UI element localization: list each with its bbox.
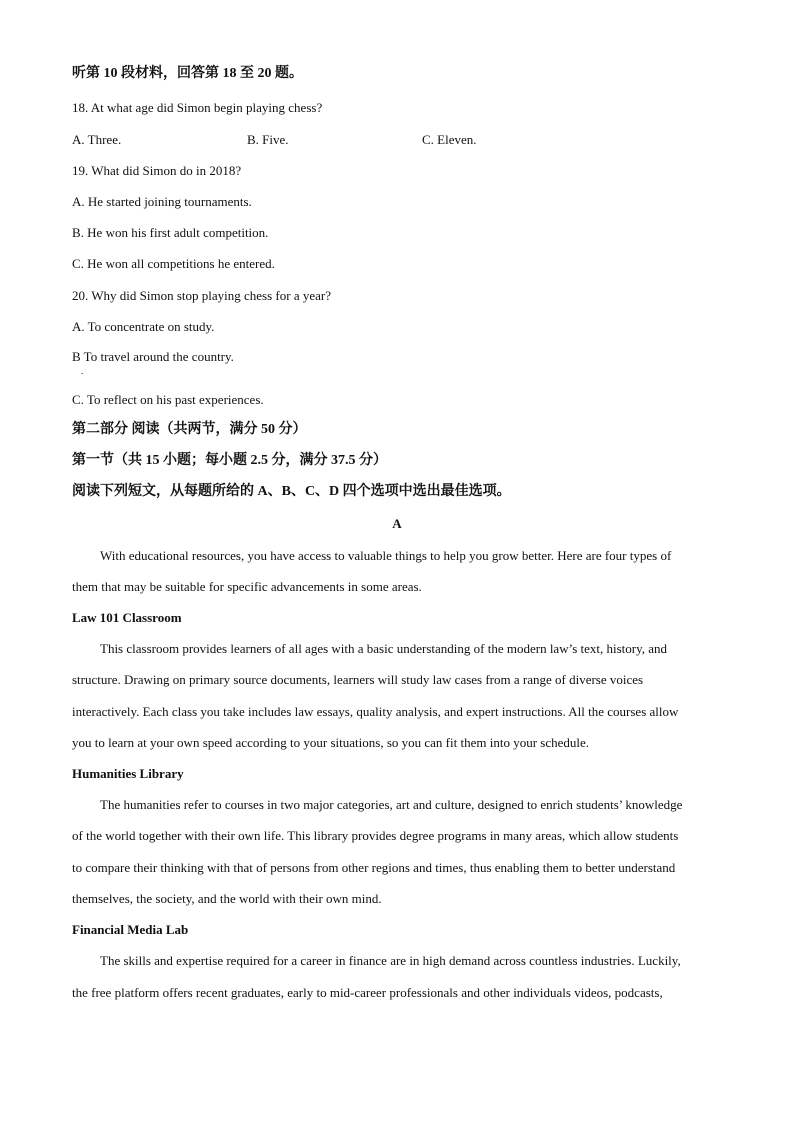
- law-line-3: interactively. Each class you take includes law essays, quality analysis, and expert instructions. All the courses allow: [72, 704, 679, 719]
- q18-option-b: B. Five.: [247, 132, 289, 147]
- q20-option-a: A. To concentrate on study.: [72, 319, 215, 334]
- fin-line-2: the free platform offers recent graduates, early to mid-career professionals and other individuals videos, podcasts,: [72, 985, 663, 1000]
- passage-letter: A: [392, 516, 402, 531]
- hum-line-4: themselves, the society, and the world with their own mind.: [72, 891, 382, 906]
- reading-instruction: 阅读下列短文，从每题所给的 A、B、C、D 四个选项中选出最佳选项。: [72, 484, 511, 499]
- q20-option-c: C. To reflect on his past experiences.: [72, 392, 264, 407]
- q18-option-c: C. Eleven.: [422, 132, 477, 147]
- q18-question: 18. At what age did Simon begin playing chess?: [72, 100, 323, 115]
- part-two-heading: 第二部分 阅读（共两节，满分 50 分）: [72, 422, 307, 437]
- q19-option-a: A. He started joining tournaments.: [72, 194, 252, 209]
- section-one-heading: 第一节（共 15 小题；每小题 2.5 分，满分 37.5 分）: [72, 453, 387, 468]
- q19-option-c: C. He won all competitions he entered.: [72, 256, 275, 271]
- hum-line-1: The humanities refer to courses in two major categories, art and culture, designed to enrich students’ knowledge: [100, 797, 683, 812]
- humanities-title: Humanities Library: [72, 766, 184, 781]
- hum-line-3: to compare their thinking with that of persons from other regions and times, thus enabling them to better understand: [72, 860, 676, 875]
- q19-option-b: B. He won his first adult competition.: [72, 225, 269, 240]
- fin-line-1: The skills and expertise required for a career in finance are in high demand across countless industries. Luckily,: [100, 953, 681, 968]
- law-line-2: structure. Drawing on primary source documents, learners will study law cases from a range of diverse voices: [72, 672, 644, 687]
- intro-line-1: With educational resources, you have access to valuable things to help you grow better. Here are four types of: [100, 548, 672, 563]
- q20-question: 20. Why did Simon stop playing chess for a year?: [72, 288, 331, 303]
- listening-heading: 听第 10 段材料，回答第 18 至 20 题。: [72, 66, 303, 81]
- q20-option-b: B To travel around the country.: [72, 349, 234, 364]
- q18-option-a: A. Three.: [72, 132, 122, 147]
- hum-line-2: of the world together with their own life. This library provides degree programs in many areas, which allow students: [72, 828, 679, 843]
- stray-dot: .: [81, 366, 84, 376]
- law-title: Law 101 Classroom: [72, 610, 182, 625]
- financial-title: Financial Media Lab: [72, 922, 189, 937]
- law-line-1: This classroom provides learners of all ages with a basic understanding of the modern law’s text, history, and: [100, 641, 668, 656]
- intro-line-2: them that may be suitable for specific advancements in some areas.: [72, 579, 422, 594]
- law-line-4: you to learn at your own speed according to your situations, so you can fit them into your schedule.: [72, 735, 589, 750]
- q19-question: 19. What did Simon do in 2018?: [72, 163, 242, 178]
